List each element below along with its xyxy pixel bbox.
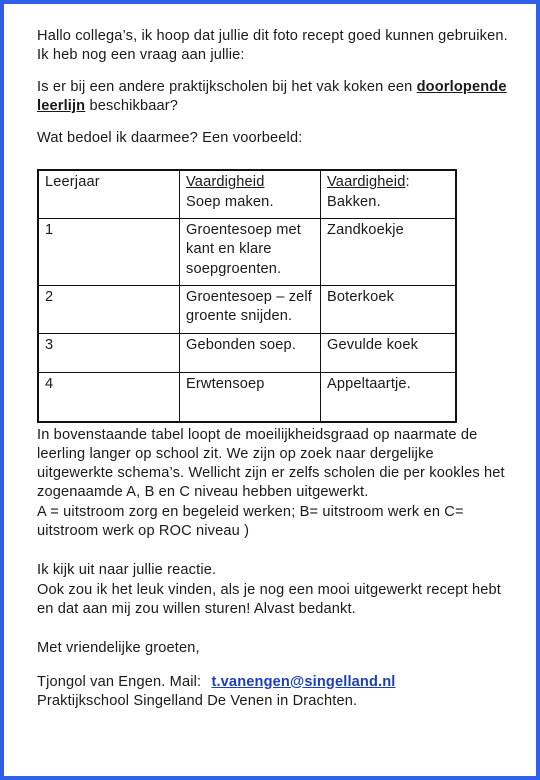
- closing-text: Met vriendelijke groeten,: [37, 640, 200, 657]
- row-bake: Zandkoekje: [321, 219, 457, 286]
- row-soup: Erwtensoep: [180, 372, 321, 422]
- header-bake-colon: :: [405, 174, 410, 191]
- header-year: Leerjaar: [38, 170, 180, 218]
- question-text: [37, 78, 512, 117]
- signature-school: Praktijkschool Singelland De Venen in Drachten.: [37, 692, 358, 709]
- explain-text: Wat bedoel ik daarmee? Een voorbeeld:: [37, 130, 303, 147]
- row-year: 1: [38, 219, 180, 286]
- row-soup: Groentesoep met kant en klare soepgroenten.: [180, 219, 321, 286]
- curriculum-table: [37, 169, 457, 422]
- email-link[interactable]: t.vanengen@singelland.nl: [211, 673, 396, 690]
- row-bake: Appeltaartje.: [321, 372, 457, 422]
- row-bake: Boterkoek: [321, 285, 457, 333]
- table-row: [38, 333, 456, 372]
- table-row: [38, 285, 456, 333]
- header-soup-topic: Soep maken.: [186, 193, 274, 210]
- table-header-row: [38, 170, 456, 218]
- row-bake: Gevulde koek: [321, 333, 457, 372]
- header-bake-topic: Bakken.: [327, 193, 381, 210]
- paragraph-request: Ook zou ik het leuk vinden, als je nog een mooi uitgewerkt recept hebt en dat aan mij zou willen sturen! Alvast bedankt.: [37, 581, 501, 617]
- row-year: 4: [38, 372, 180, 422]
- header-soup-skill: Vaardigheid: [186, 174, 265, 191]
- row-soup: Gebonden soep.: [180, 333, 321, 372]
- table-row: [38, 219, 456, 286]
- paragraph-difficulty: In bovenstaande tabel loopt de moeilijkheidsgraad op naarmate de leerling langer op school zit. We zijn op zoek naar dergelijke uitgewerkte schema’s. Wellicht zijn er zelfs scholen die per kookles het zogenaamde A, B en C niveau hebben uitgewerkt.: [37, 426, 505, 501]
- header-soup: [180, 170, 321, 218]
- paragraph-levels: A = uitstroom zorg en begeleid werken; B= uitstroom werk en C= uitstroom werk op ROC niveau ): [37, 503, 464, 540]
- question-emphasis: doorlopende leerlijn: [37, 78, 507, 114]
- table-row: [38, 372, 456, 422]
- question-post: beschikbaar?: [85, 97, 179, 114]
- row-year: 2: [38, 285, 180, 333]
- intro-text: Hallo collega’s, ik hoop dat jullie dit foto recept goed kunnen gebruiken. Ik heb nog een vraag aan jullie:: [37, 28, 508, 64]
- signature-name: Tjongol van Engen. Mail:: [37, 673, 202, 690]
- header-bake-skill: Vaardigheid: [327, 174, 406, 191]
- question-pre: Is er bij een andere praktijkscholen bij het vak koken een: [37, 78, 413, 95]
- letter-body: [37, 27, 512, 711]
- header-bake: [321, 170, 457, 218]
- paragraph-reaction: Ik kijk uit naar jullie reactie.: [37, 562, 217, 579]
- row-soup: Groentesoep – zelf groente snijden.: [180, 285, 321, 333]
- signature-line: [37, 673, 512, 692]
- row-year: 3: [38, 333, 180, 372]
